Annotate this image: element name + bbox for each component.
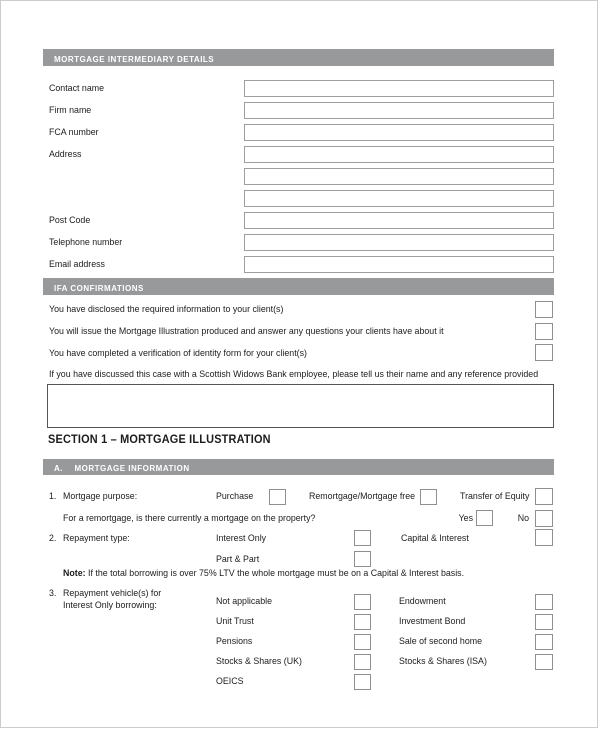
purchase-label: Purchase xyxy=(216,491,254,502)
pensions-checkbox[interactable] xyxy=(354,634,371,650)
q3-label-line2: Interest Only borrowing: xyxy=(63,600,157,611)
no-label: No xyxy=(517,513,529,524)
stocks-shares-uk-checkbox[interactable] xyxy=(354,654,371,670)
section-header-ifa-confirmations xyxy=(43,278,554,295)
fca-number-label: FCA number xyxy=(49,127,99,138)
telephone-number-label: Telephone number xyxy=(49,237,123,248)
ifa-confirmation-2-text: You will issue the Mortgage Illustration produced and answer any questions your clients have about it xyxy=(49,326,444,337)
unit-trust-checkbox[interactable] xyxy=(354,614,371,630)
q2-number: 2. xyxy=(49,533,57,544)
ltv-note-label: Note: xyxy=(63,568,86,579)
section-header-intermediary-details-label: MORTGAGE INTERMEDIARY DETAILS xyxy=(54,55,215,64)
employee-name-reference-textarea[interactable] xyxy=(47,384,554,428)
investment-bond-label: Investment Bond xyxy=(399,616,466,627)
pensions-label: Pensions xyxy=(216,636,253,647)
firm-name-input[interactable] xyxy=(244,102,554,119)
yes-checkbox[interactable] xyxy=(476,510,493,526)
q2-label: Repayment type: xyxy=(63,533,130,544)
part-and-part-label: Part & Part xyxy=(216,554,260,565)
post-code-label: Post Code xyxy=(49,215,91,226)
interest-only-checkbox[interactable] xyxy=(354,530,371,546)
endowment-label: Endowment xyxy=(399,596,446,607)
remortgage-checkbox[interactable] xyxy=(420,489,437,505)
address-label: Address xyxy=(49,149,82,160)
yes-label: Yes xyxy=(458,513,473,524)
firm-name-label: Firm name xyxy=(49,105,92,116)
q1-label: Mortgage purpose: xyxy=(63,491,138,502)
section-1-title: SECTION 1 – MORTGAGE ILLUSTRATION xyxy=(48,434,271,446)
not-applicable-checkbox[interactable] xyxy=(354,594,371,610)
telephone-number-input[interactable] xyxy=(244,234,554,251)
employee-note-text: If you have discussed this case with a Scottish Widows Bank employee, please tell us their name and any reference provided xyxy=(49,369,539,380)
section-header-intermediary-details xyxy=(43,49,554,66)
address-line-2-input[interactable] xyxy=(244,168,554,185)
not-applicable-label: Not applicable xyxy=(216,596,273,607)
ifa-confirmation-1-text: You have disclosed the required information to your client(s) xyxy=(49,304,284,315)
q1-number: 1. xyxy=(49,491,57,502)
fca-number-input[interactable] xyxy=(244,124,554,141)
remortgage-label: Remortgage/Mortgage free xyxy=(309,491,416,502)
section-header-mortgage-information-label: MORTGAGE INFORMATION xyxy=(74,464,190,473)
email-address-label: Email address xyxy=(49,259,105,270)
q3-label-line1: Repayment vehicle(s) for xyxy=(63,588,162,599)
stocks-shares-uk-label: Stocks & Shares (UK) xyxy=(216,656,302,667)
section-header-mortgage-information xyxy=(43,459,554,475)
transfer-of-equity-checkbox[interactable] xyxy=(535,488,553,505)
capital-interest-checkbox[interactable] xyxy=(535,529,553,546)
email-address-input[interactable] xyxy=(244,256,554,273)
ifa-confirmation-2-checkbox[interactable] xyxy=(535,323,553,340)
capital-interest-label: Capital & Interest xyxy=(401,533,469,544)
stocks-shares-isa-label: Stocks & Shares (ISA) xyxy=(399,656,487,667)
sale-of-second-home-label: Sale of second home xyxy=(399,636,483,647)
address-line-3-input[interactable] xyxy=(244,190,554,207)
oeics-label: OEICS xyxy=(216,676,244,687)
purchase-checkbox[interactable] xyxy=(269,489,286,505)
ifa-confirmation-3-text: You have completed a verification of identity form for your client(s) xyxy=(49,348,307,359)
ifa-confirmation-1-checkbox[interactable] xyxy=(535,301,553,318)
section-a-letter: A. xyxy=(54,464,63,473)
ltv-note-text xyxy=(63,566,464,582)
unit-trust-label: Unit Trust xyxy=(216,616,254,627)
part-and-part-checkbox[interactable] xyxy=(354,551,371,567)
remortgage-question-text: For a remortgage, is there currently a mortgage on the property? xyxy=(63,513,316,524)
section-header-ifa-confirmations-label: IFA CONFIRMATIONS xyxy=(54,284,144,293)
investment-bond-checkbox[interactable] xyxy=(535,614,553,630)
interest-only-label: Interest Only xyxy=(216,533,267,544)
contact-name-label: Contact name xyxy=(49,83,105,94)
contact-name-input[interactable] xyxy=(244,80,554,97)
stocks-shares-isa-checkbox[interactable] xyxy=(535,654,553,670)
oeics-checkbox[interactable] xyxy=(354,674,371,690)
transfer-of-equity-label: Transfer of Equity xyxy=(460,491,530,502)
endowment-checkbox[interactable] xyxy=(535,594,553,610)
q3-number: 3. xyxy=(49,588,57,599)
ltv-note-body: If the total borrowing is over 75% LTV the whole mortgage must be on a Capital & Interest basis. xyxy=(88,568,465,579)
sale-of-second-home-checkbox[interactable] xyxy=(535,634,553,650)
post-code-input[interactable] xyxy=(244,212,554,229)
ifa-confirmation-3-checkbox[interactable] xyxy=(535,344,553,361)
no-checkbox[interactable] xyxy=(535,510,553,527)
address-line-1-input[interactable] xyxy=(244,146,554,163)
